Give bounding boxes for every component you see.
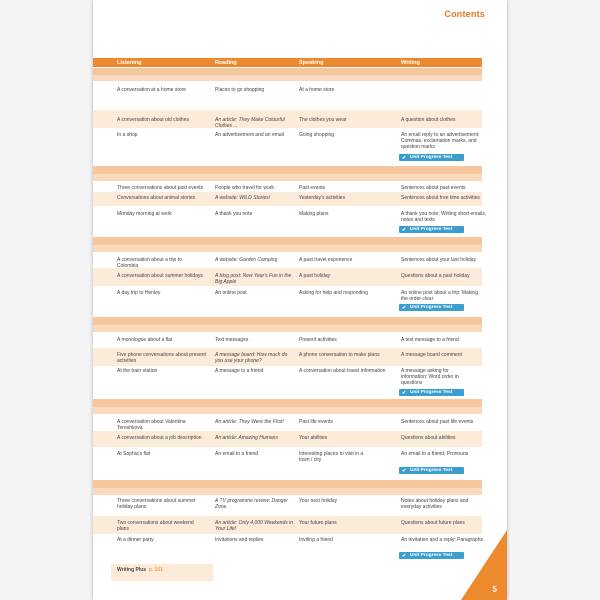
- speaking-cell: Inviting a friend: [299, 537, 333, 543]
- speaking-cell: Going shopping: [299, 132, 335, 138]
- column-header-bar: [93, 58, 482, 67]
- check-icon: ✔: [402, 389, 407, 396]
- listening-cell: Three conversations about past events: [117, 185, 204, 191]
- reading-cell: A website: WILD Stories!: [215, 195, 271, 201]
- speaking-cell: Present activities: [299, 337, 337, 343]
- writing-cell: Sentences about free time activities: [401, 195, 480, 201]
- unit-band: [93, 237, 482, 245]
- listening-cell: At a dinner party: [117, 537, 154, 543]
- unit-band: [93, 488, 482, 495]
- unit-progress-test-badge[interactable]: [399, 304, 464, 311]
- unit-band: [93, 325, 482, 332]
- writing-cell: A message asking for information; Word order in questions: [401, 368, 459, 386]
- badge-label: Unit Progress Test: [410, 390, 453, 395]
- reading-cell: An advertisement and an email: [215, 132, 284, 138]
- writing-cell: Sentences about past life events: [401, 419, 474, 425]
- writing-plus-box: [111, 564, 213, 581]
- speaking-cell: A phone conversation to make plans: [299, 352, 380, 358]
- speaking-cell: Interesting places to visit in a town / city: [299, 451, 364, 463]
- reading-cell: An article: Only 4,000 Weekends in Your Life!: [215, 520, 294, 532]
- writing-cell: An invitation and a reply; Paragraphs: [401, 537, 483, 543]
- reading-cell: A TV programme review: Danger Zone: [215, 498, 288, 510]
- speaking-cell: Your future plans: [299, 520, 337, 526]
- reading-cell: A message to a friend: [215, 368, 264, 374]
- reading-cell: Places to go shopping: [215, 87, 265, 93]
- badge-label: Unit Progress Test: [410, 468, 453, 473]
- unit-progress-test-badge[interactable]: [399, 467, 464, 474]
- listening-cell: Five phone conversations about present activities: [117, 352, 206, 364]
- listening-cell: At the train station: [117, 368, 158, 374]
- speaking-cell: A past holiday: [299, 273, 331, 279]
- writing-cell: Sentences about past events: [401, 185, 466, 191]
- speaking-cell: Making plans: [299, 211, 329, 217]
- writing-cell: Notes about holiday plans and everyday activities: [401, 498, 469, 510]
- listening-cell: A conversation at a home store: [117, 87, 186, 93]
- writing-cell: An email reply to an advertisement; Commas, exclamation marks, and question marks: [401, 132, 480, 150]
- listening-cell: A conversation about old clothes: [117, 117, 189, 123]
- unit-band: [93, 399, 482, 407]
- listening-cell: A day trip to Henley: [117, 290, 161, 296]
- writing-cell: Questions about future plans: [401, 520, 465, 526]
- unit-band: [93, 317, 482, 325]
- badge-label: Unit Progress Test: [410, 227, 453, 232]
- listening-cell: A conversation about a job description: [117, 435, 202, 441]
- listening-cell: At Sophia's flat: [117, 451, 151, 457]
- writing-cell: A question about clothes: [401, 117, 456, 123]
- reading-cell: An email to a friend: [215, 451, 259, 457]
- unit-progress-test-badge[interactable]: [399, 154, 464, 161]
- listening-cell: A monologue about a flat: [117, 337, 173, 343]
- unit-band: [93, 166, 482, 174]
- listening-cell: In a shop: [117, 132, 138, 138]
- unit-band: [93, 245, 482, 252]
- unit-band: [93, 68, 482, 75]
- header-reading: Reading: [215, 59, 237, 66]
- listening-cell: A conversation about Valentina Tereshkova: [117, 419, 186, 431]
- header-speaking: Speaking: [299, 59, 324, 66]
- page-title: Contents: [444, 9, 485, 19]
- reading-cell: A website: Garden Camping: [215, 257, 278, 263]
- unit-band: [93, 407, 482, 414]
- reading-cell: An article: They Make Colourful Clothes ...: [215, 117, 285, 129]
- speaking-cell: Your abilities: [299, 435, 328, 441]
- writing-cell: A text message to a friend: [401, 337, 459, 343]
- writing-cell: A message board comment: [401, 352, 462, 358]
- contents-page: [93, 0, 507, 600]
- writing-plus-label: Writing Plus: [117, 567, 147, 573]
- check-icon: ✔: [402, 226, 407, 233]
- writing-cell: Questions about a past holiday: [401, 273, 470, 279]
- unit-band: [93, 75, 482, 81]
- listening-cell: Three conversations about summer holiday plans: [117, 498, 196, 510]
- reading-cell: Text messages: [215, 337, 249, 343]
- writing-cell: Questions about abilities: [401, 435, 456, 441]
- unit-band: [93, 480, 482, 488]
- reading-cell: An online post: [215, 290, 247, 296]
- badge-label: Unit Progress Test: [410, 553, 453, 558]
- unit-progress-test-badge[interactable]: [399, 389, 464, 396]
- reading-cell: Invitations and replies: [215, 537, 264, 543]
- speaking-cell: Asking for help and responding: [299, 290, 368, 296]
- reading-cell: A message board: How much do you use your phone?: [215, 352, 288, 364]
- reading-cell: A blog post: New Year's Fun in the Big Apple: [215, 273, 292, 285]
- reading-cell: An article: They Were the First!: [215, 419, 284, 425]
- listening-cell: Conversations about animal stories: [117, 195, 196, 201]
- header-listening: Listening: [117, 59, 142, 66]
- listening-cell: A conversation about a trip to Colombia: [117, 257, 182, 269]
- speaking-cell: Past life events: [299, 419, 333, 425]
- speaking-cell: Your next holiday: [299, 498, 338, 504]
- header-writing: Writing: [401, 59, 420, 66]
- badge-label: Unit Progress Test: [410, 155, 453, 160]
- page-corner-decoration: [461, 530, 507, 600]
- page-number: 5: [492, 585, 497, 594]
- writing-cell: A thank you note; Writing short emails, notes and texts: [401, 211, 487, 223]
- speaking-cell: A past travel experience: [299, 257, 353, 263]
- listening-cell: Two conversations about weekend plans: [117, 520, 194, 532]
- unit-progress-test-badge[interactable]: [399, 226, 464, 233]
- speaking-cell: A conversation about travel information: [299, 368, 386, 374]
- unit-band: [93, 174, 482, 181]
- badge-label: Unit Progress Test: [410, 305, 453, 310]
- writing-cell: An online post about a trip; Making the order clear: [401, 290, 478, 302]
- reading-cell: People who travel for work: [215, 185, 274, 191]
- reading-cell: An article: Amazing Humans: [215, 435, 278, 441]
- speaking-cell: At a home store: [299, 87, 335, 93]
- reading-cell: A thank you note: [215, 211, 253, 217]
- writing-plus-page[interactable]: p. 161: [149, 567, 163, 573]
- writing-cell: An email to a friend; Pronouns: [401, 451, 469, 457]
- check-icon: ✔: [402, 304, 407, 311]
- check-icon: ✔: [402, 154, 407, 161]
- listening-cell: Monday morning at work: [117, 211, 172, 217]
- writing-cell: Sentences about your last holiday: [401, 257, 477, 263]
- listening-cell: A conversation about summer holidays: [117, 273, 203, 279]
- check-icon: ✔: [402, 467, 407, 474]
- unit-progress-test-badge[interactable]: [399, 552, 464, 559]
- check-icon: ✔: [402, 552, 407, 559]
- speaking-cell: Yesterday's activities: [299, 195, 346, 201]
- speaking-cell: The clothes you wear: [299, 117, 347, 123]
- speaking-cell: Past events: [299, 185, 326, 191]
